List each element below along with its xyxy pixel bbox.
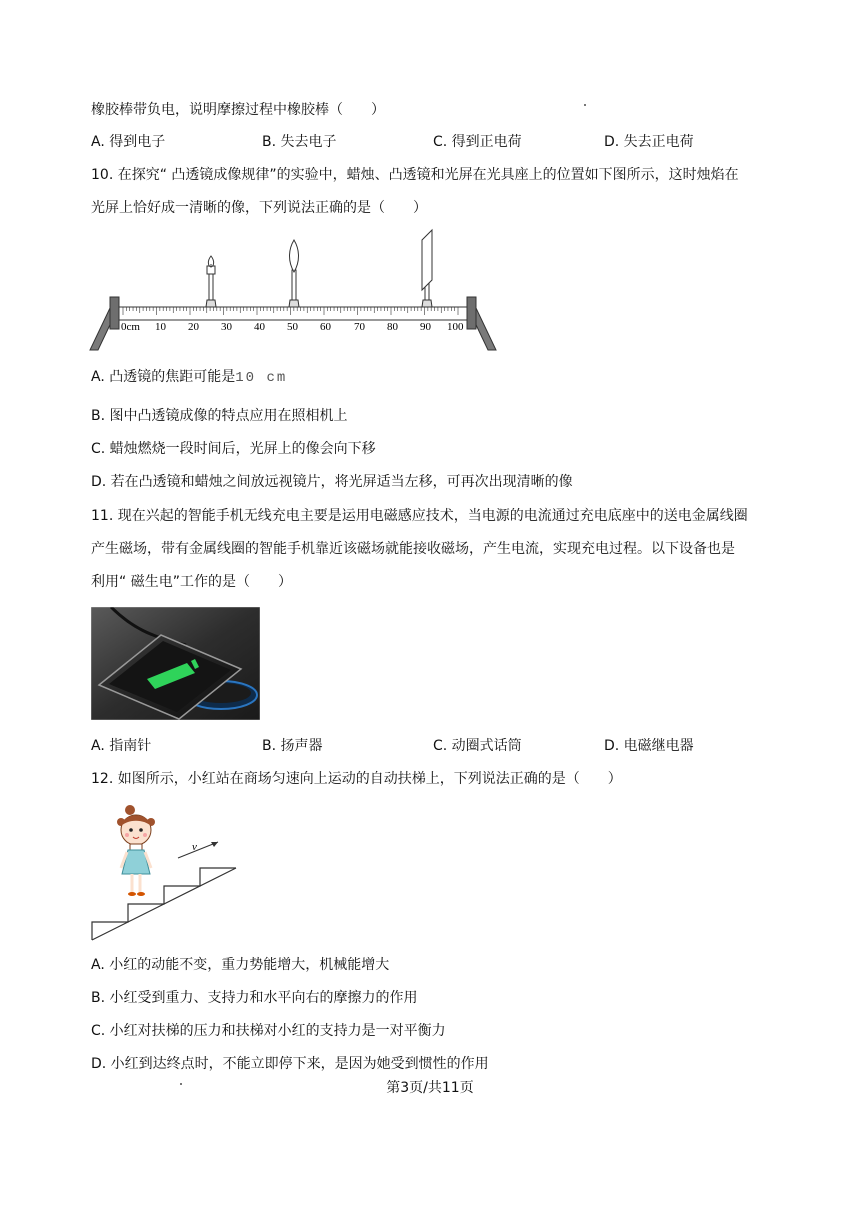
q11-option-d: D. 电磁继电器 — [604, 738, 694, 754]
ruler-label: 90 — [420, 321, 431, 333]
velocity-arrow — [178, 842, 218, 858]
ruler-label: 0cm — [121, 321, 140, 333]
q12-option-d: D. 小红到达终点时，不能立即停下来，是因为她受到惯性的作用 — [91, 1056, 489, 1072]
speck — [180, 1083, 182, 1085]
q10-option-a-text: A. 凸透镜的焦距可能是 — [91, 369, 236, 385]
ruler-label: 40 — [254, 321, 265, 333]
bench-rail — [119, 307, 467, 320]
light-screen — [422, 230, 432, 307]
escalator-incline — [92, 868, 236, 940]
wireless-charging-photo — [91, 607, 260, 720]
girl-xiaohong — [117, 805, 155, 896]
left-end-block — [110, 297, 119, 329]
ruler-label: 50 — [287, 321, 298, 333]
q9-option-a: A. 得到电子 — [91, 134, 166, 150]
q11-stem-line3: 利用“ 磁生电”工作的是（ ） — [91, 574, 292, 590]
focal-length-value: 10 cm — [235, 370, 288, 386]
q10-option-d: D. 若在凸透镜和蜡烛之间放远视镜片，将光屏适当左移，可再次出现清晰的像 — [91, 474, 573, 490]
q11-option-c: C. 动圈式话筒 — [433, 738, 522, 754]
q11-stem-line1: 11. 现在兴起的智能手机无线充电主要是运用电磁感应技术，当电源的电流通过充电底座中的送电金属线圈 — [91, 508, 748, 524]
ruler-label: 30 — [221, 321, 232, 333]
q12-option-a: A. 小红的动能不变，重力势能增大，机械能增大 — [91, 957, 390, 973]
candle — [206, 256, 216, 307]
ruler-label: 10 — [155, 321, 166, 333]
velocity-label: v — [192, 841, 197, 853]
q10-option-a — [91, 367, 287, 388]
ruler-labels — [121, 321, 464, 333]
q12-stem: 12. 如图所示，小红站在商场匀速向上运动的自动扶梯上，下列说法正确的是（ ） — [91, 771, 622, 787]
optical-bench-figure — [88, 228, 498, 354]
q9-option-d: D. 失去正电荷 — [604, 134, 694, 150]
ruler-label: 70 — [354, 321, 365, 333]
q12-option-c: C. 小红对扶梯的压力和扶梯对小红的支持力是一对平衡力 — [91, 1023, 446, 1039]
right-end-block — [467, 297, 476, 329]
ruler-label: 80 — [387, 321, 398, 333]
q10-option-c: C. 蜡烛燃烧一段时间后，光屏上的像会向下移 — [91, 441, 376, 457]
q9-option-b: B. 失去电子 — [262, 134, 337, 150]
page-footer: 第3页/共11页 — [386, 1080, 474, 1096]
escalator-figure — [90, 800, 240, 942]
q10-stem-line1: 10. 在探究“ 凸透镜成像规律”的实验中，蜡烛、凸透镜和光屏在光具座上的位置如下图所示，这时烛焰在 — [91, 167, 739, 183]
ruler-label: 20 — [188, 321, 199, 333]
q9-stem: 橡胶棒带负电，说明摩擦过程中橡胶棒（ ） — [91, 102, 385, 118]
q10-option-b: B. 图中凸透镜成像的特点应用在照相机上 — [91, 408, 348, 424]
convex-lens — [289, 240, 299, 307]
q11-stem-line2: 产生磁场，带有金属线圈的智能手机靠近该磁场就能接收磁场，产生电流，实现充电过程。以下设备也是 — [91, 541, 735, 557]
q11-option-b: B. 扬声器 — [262, 738, 323, 754]
ruler-label: 60 — [320, 321, 331, 333]
q10-stem-line2: 光屏上恰好成一清晰的像，下列说法正确的是（ ） — [91, 200, 427, 216]
q12-option-b: B. 小红受到重力、支持力和水平向右的摩擦力的作用 — [91, 990, 418, 1006]
speck — [584, 104, 586, 106]
q11-option-a: A. 指南针 — [91, 738, 152, 754]
q9-option-c: C. 得到正电荷 — [433, 134, 522, 150]
ruler-label: 100 — [447, 321, 464, 333]
